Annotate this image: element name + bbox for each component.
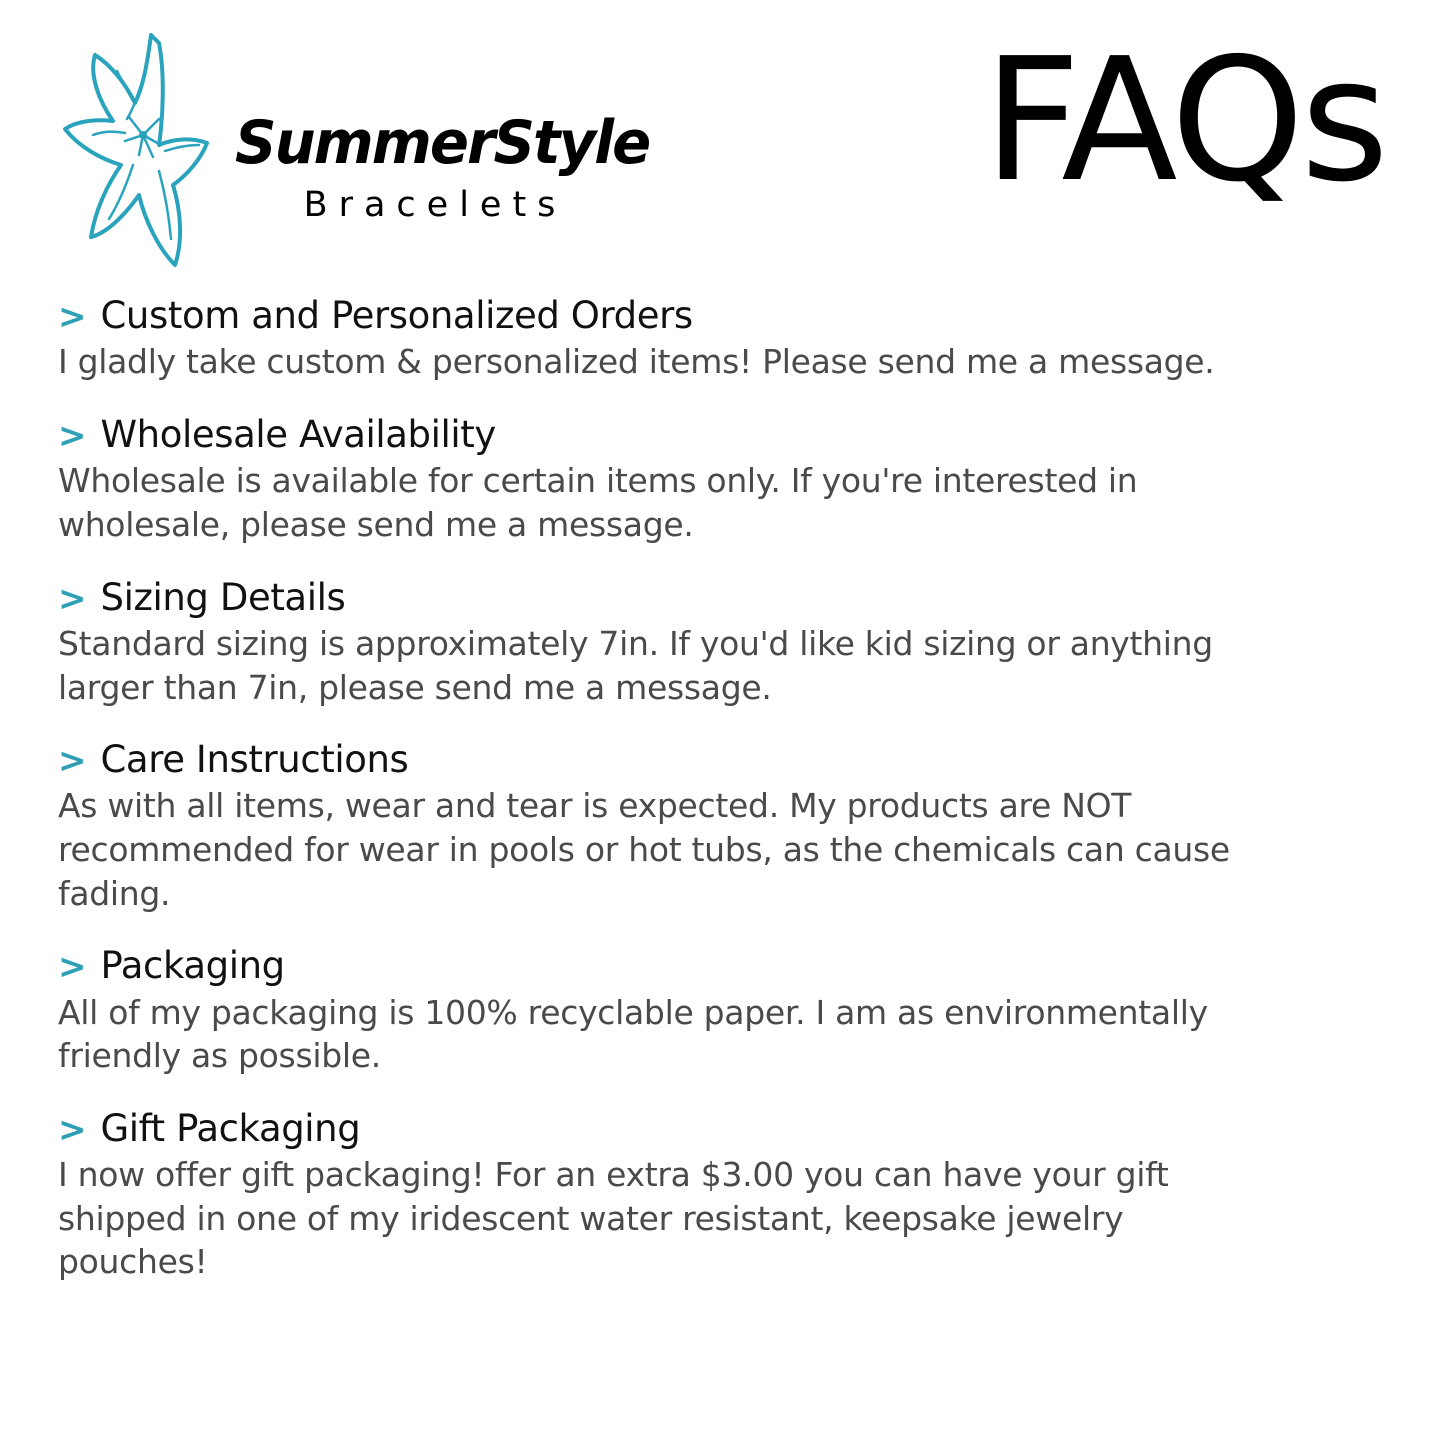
chevron-right-icon: > [58, 741, 87, 782]
faq-answer: As with all items, wear and tear is expected. My products are NOT recommended for wear in pools or hot tubs, as the chemicals can cause fading. [58, 786, 1230, 913]
faq-question-row[interactable] [58, 414, 1390, 455]
faq-answer: All of my packaging is 100% recyclable paper. I am as environmentally friendly as possible. [58, 992, 1208, 1076]
faq-answer: I gladly take custom & personalized items! Please send me a message. [58, 342, 1215, 382]
brand-subtitle: Bracelets [303, 185, 567, 225]
faq-answer: Wholesale is available for certain items only. If you're interested in wholesale, please send me a message. [58, 461, 1138, 544]
page-header [0, 0, 1445, 290]
faq-item [58, 295, 1390, 384]
faq-answer: I now offer gift packaging! For an extra $3.00 you can have your gift shipped in one of my iridescent water resistant, keepsake jewelry pouches! [58, 1155, 1169, 1282]
chevron-right-icon: > [58, 297, 87, 337]
faq-list [58, 295, 1390, 1314]
faq-question-row[interactable] [58, 945, 1390, 986]
faq-item [58, 1108, 1390, 1284]
brand-title: SummerStyle [235, 108, 650, 178]
faq-question-row[interactable] [58, 295, 1390, 336]
faq-question: Sizing Details [100, 575, 346, 619]
starfish-icon [55, 25, 215, 275]
page-title: FAQs [983, 22, 1385, 220]
chevron-right-icon: > [58, 578, 87, 619]
faq-question-row[interactable] [58, 577, 1390, 618]
chevron-right-icon: > [58, 415, 87, 456]
faq-answer: Standard sizing is approximately 7in. If you'd like kid sizing or anything larger than 7in, please send me a message. [58, 623, 1213, 707]
faq-question: Gift Packaging [100, 1106, 361, 1150]
faq-item [58, 577, 1390, 710]
chevron-right-icon: > [58, 947, 87, 988]
faq-question: Packaging [100, 944, 285, 988]
brand-text [235, 108, 665, 225]
faq-item [58, 945, 1390, 1078]
chevron-right-icon: > [58, 1109, 87, 1150]
faq-question: Care Instructions [100, 738, 409, 782]
faq-question-row[interactable] [58, 1108, 1390, 1149]
faq-question: Wholesale Availability [100, 412, 496, 456]
faq-item [58, 414, 1390, 547]
faq-question: Custom and Personalized Orders [100, 294, 693, 337]
faq-item [58, 739, 1390, 915]
faq-question-row[interactable] [58, 739, 1390, 780]
brand-lockup [55, 25, 675, 275]
